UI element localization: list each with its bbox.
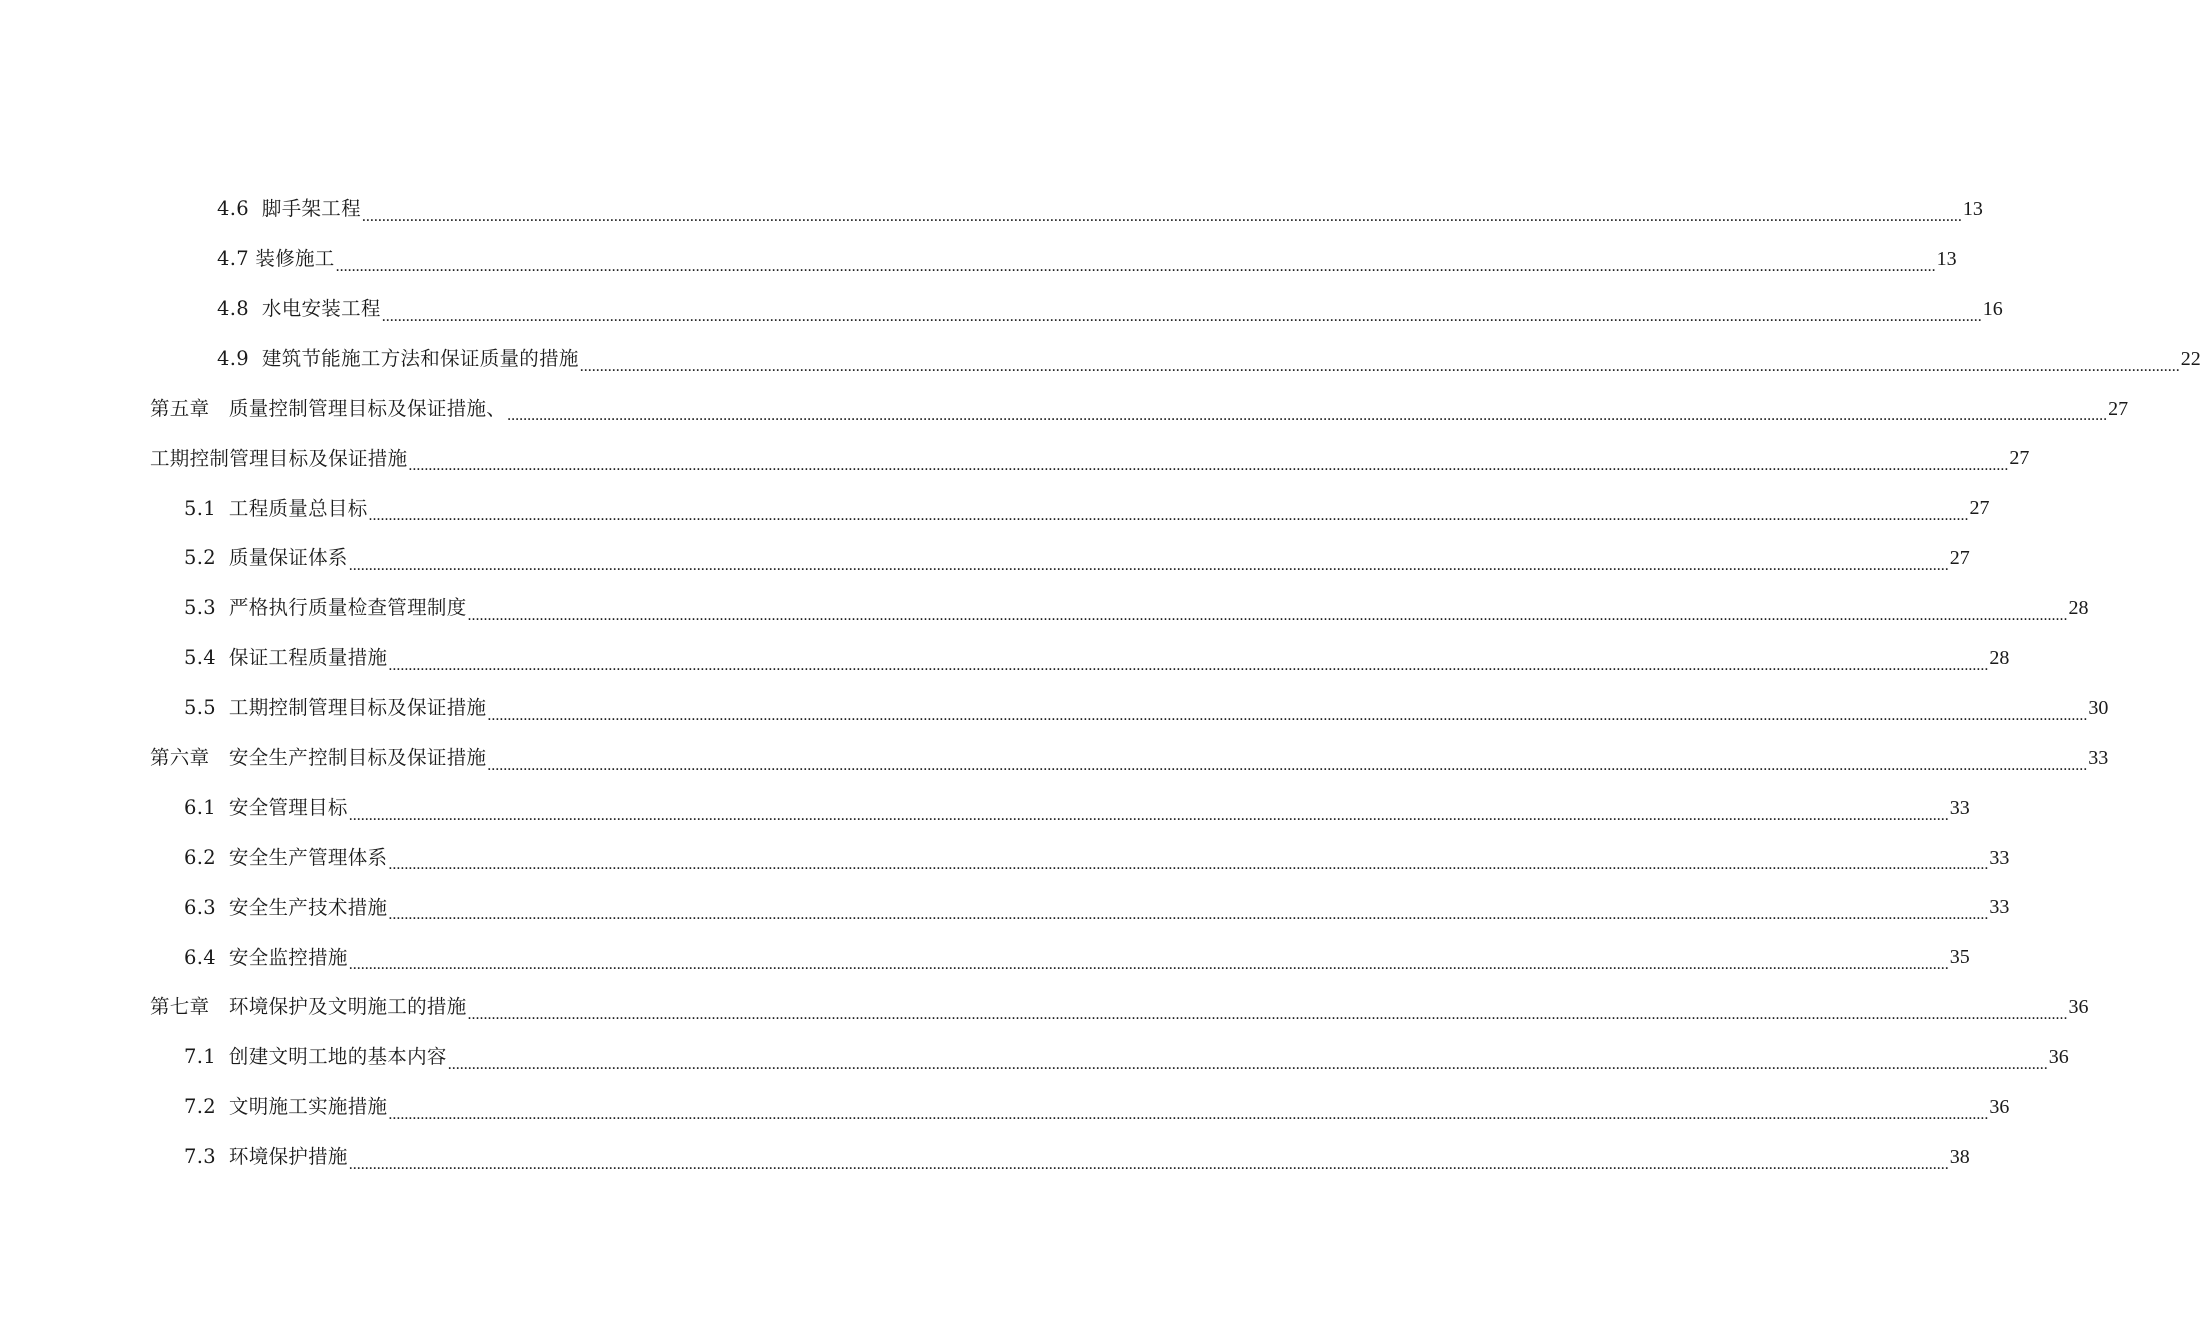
- toc-entry-label: 6.3 安全生产技术措施: [184, 895, 388, 919]
- toc-dot-leader: ................................................................................................................................................................................................................................................................................................................................................................................................................: [388, 656, 1989, 674]
- toc-entry-label: 5.5 工期控制管理目标及保证措施: [184, 696, 487, 720]
- toc-entry-page-number: 38: [1949, 1145, 1970, 1168]
- toc-entry-label: 第七章 环境保护及文明施工的措施: [150, 995, 467, 1019]
- toc-entry[interactable]: [0, 1082, 2010, 1132]
- toc-dot-leader: ................................................................................................................................................................................................................................................................................................................................................................................................................: [335, 257, 1936, 275]
- table-of-contents: [0, 184, 2201, 1182]
- toc-entry[interactable]: [0, 483, 1990, 533]
- toc-entry-label: 7.1 创建文明工地的基本内容: [184, 1045, 447, 1069]
- toc-entry-label: 7.2 文明施工实施措施: [184, 1095, 388, 1119]
- toc-entry-page-number: 27: [1949, 547, 1970, 570]
- toc-entry-page-number: 30: [2088, 696, 2109, 719]
- toc-dot-leader: ................................................................................................................................................................................................................................................................................................................................................................................................................: [579, 357, 2180, 375]
- toc-entry-page-number: 27: [2009, 447, 2030, 470]
- toc-entry[interactable]: [0, 833, 2010, 883]
- toc-entry-page-number: 28: [1989, 646, 2010, 669]
- toc-entry-page-number: 22: [2180, 347, 2201, 370]
- toc-entry-label: 工期控制管理目标及保证措施: [150, 446, 408, 470]
- toc-entry[interactable]: [0, 932, 1970, 982]
- toc-entry-page-number: 33: [1989, 896, 2010, 919]
- toc-entry-label: 5.3 严格执行质量检查管理制度: [184, 596, 467, 620]
- toc-entry-label: 6.1 安全管理目标: [184, 795, 348, 819]
- toc-entry-page-number: 33: [2088, 746, 2109, 769]
- toc-entry-label: 4.8 水电安装工程: [217, 296, 381, 320]
- toc-entry-page-number: 27: [1969, 497, 1990, 520]
- toc-dot-leader: ................................................................................................................................................................................................................................................................................................................................................................................................................: [408, 457, 2009, 475]
- toc-dot-leader: ................................................................................................................................................................................................................................................................................................................................................................................................................: [348, 1155, 1949, 1173]
- toc-entry-label: 5.2 质量保证体系: [184, 546, 348, 570]
- toc-entry[interactable]: [0, 683, 2109, 733]
- toc-dot-leader: ................................................................................................................................................................................................................................................................................................................................................................................................................: [388, 906, 1989, 924]
- toc-entry-page-number: 16: [1982, 297, 2003, 320]
- toc-entry-page-number: 35: [1949, 946, 1970, 969]
- toc-dot-leader: ................................................................................................................................................................................................................................................................................................................................................................................................................: [487, 706, 2088, 724]
- toc-entry-page-number: 33: [1989, 846, 2010, 869]
- toc-entry-label: 5.1 工程质量总目标: [184, 496, 368, 520]
- toc-entry-label: 4.9 建筑节能施工方法和保证质量的措施: [217, 346, 579, 370]
- toc-entry-page-number: 36: [1989, 1095, 2010, 1118]
- toc-entry[interactable]: [0, 234, 1957, 284]
- toc-entry-label: 7.3 环境保护措施: [184, 1145, 348, 1169]
- toc-entry-label: 6.4 安全监控措施: [184, 945, 348, 969]
- toc-entry-page-number: 36: [2048, 1046, 2069, 1069]
- toc-entry[interactable]: [0, 533, 1970, 583]
- toc-entry-page-number: 27: [2108, 397, 2129, 420]
- toc-entry[interactable]: [0, 433, 2030, 483]
- toc-dot-leader: ................................................................................................................................................................................................................................................................................................................................................................................................................: [388, 1105, 1989, 1123]
- toc-entry-page-number: 28: [2068, 597, 2089, 620]
- toc-entry[interactable]: [0, 982, 2089, 1032]
- toc-entry[interactable]: [0, 334, 2201, 384]
- toc-entry[interactable]: [0, 733, 2109, 783]
- toc-entry-page-number: 33: [1949, 796, 1970, 819]
- toc-dot-leader: ................................................................................................................................................................................................................................................................................................................................................................................................................: [361, 207, 1962, 225]
- toc-entry[interactable]: [0, 783, 1970, 833]
- toc-dot-leader: ................................................................................................................................................................................................................................................................................................................................................................................................................: [447, 1056, 2048, 1074]
- toc-entry[interactable]: [0, 583, 2089, 633]
- toc-entry-page-number: 13: [1936, 247, 1957, 270]
- toc-dot-leader: ................................................................................................................................................................................................................................................................................................................................................................................................................: [467, 607, 2068, 625]
- toc-entry[interactable]: [0, 184, 1983, 234]
- toc-entry-label: 5.4 保证工程质量措施: [184, 646, 388, 670]
- toc-entry[interactable]: [0, 384, 2129, 434]
- toc-dot-leader: ................................................................................................................................................................................................................................................................................................................................................................................................................: [487, 756, 2088, 774]
- toc-entry-label: 第五章 质量控制管理目标及保证措施、: [150, 396, 507, 420]
- toc-entry[interactable]: [0, 284, 2003, 334]
- toc-dot-leader: ................................................................................................................................................................................................................................................................................................................................................................................................................: [467, 1006, 2068, 1024]
- toc-entry-label: 4.7 装修施工: [217, 247, 335, 271]
- toc-entry-page-number: 13: [1962, 197, 1983, 220]
- toc-entry-label: 第六章 安全生产控制目标及保证措施: [150, 745, 487, 769]
- toc-entry[interactable]: [0, 882, 2010, 932]
- toc-dot-leader: ................................................................................................................................................................................................................................................................................................................................................................................................................: [388, 856, 1989, 874]
- toc-dot-leader: ................................................................................................................................................................................................................................................................................................................................................................................................................: [348, 557, 1949, 575]
- toc-entry[interactable]: [0, 633, 2010, 683]
- toc-entry[interactable]: [0, 1032, 2069, 1082]
- toc-dot-leader: ................................................................................................................................................................................................................................................................................................................................................................................................................: [348, 956, 1949, 974]
- toc-entry-label: 4.6 脚手架工程: [217, 197, 361, 221]
- toc-dot-leader: ................................................................................................................................................................................................................................................................................................................................................................................................................: [368, 507, 1969, 525]
- toc-entry-label: 6.2 安全生产管理体系: [184, 845, 388, 869]
- toc-dot-leader: ................................................................................................................................................................................................................................................................................................................................................................................................................: [507, 407, 2108, 425]
- toc-entry-page-number: 36: [2068, 996, 2089, 1019]
- toc-dot-leader: ................................................................................................................................................................................................................................................................................................................................................................................................................: [381, 307, 1982, 325]
- toc-dot-leader: ................................................................................................................................................................................................................................................................................................................................................................................................................: [348, 806, 1949, 824]
- toc-entry[interactable]: [0, 1132, 1970, 1182]
